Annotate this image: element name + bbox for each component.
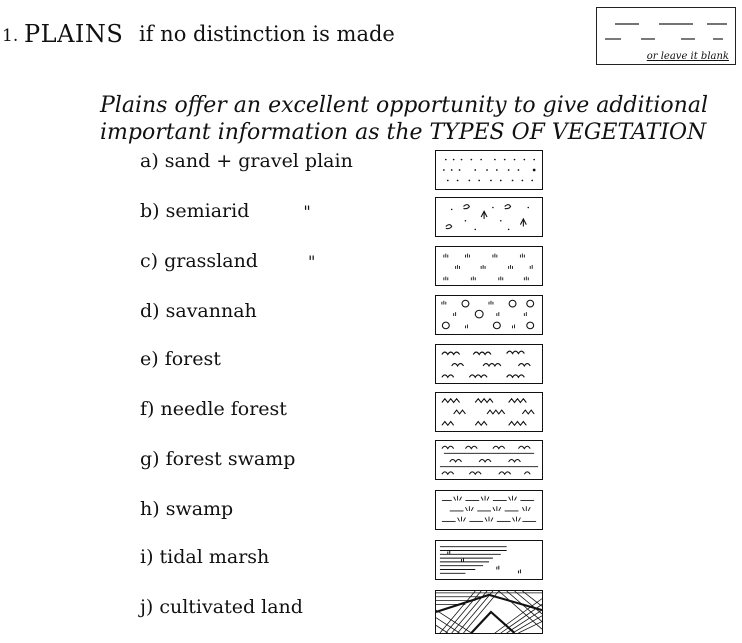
section-condition: if no distinction is made	[139, 22, 395, 46]
legend-label-needle-forest: f) needle forest	[140, 398, 287, 420]
ditto-mark: "	[307, 252, 316, 271]
blank-note: or leave it blank	[646, 51, 729, 62]
swatch-cultivated-land	[435, 590, 543, 634]
dashed-lines-symbol	[597, 8, 734, 48]
swatch-needle-forest	[435, 392, 543, 432]
ditto-mark: "	[303, 202, 311, 221]
swatch-forest	[435, 344, 543, 384]
intro-line-1: Plains offer an excellent opportunity to give additional	[100, 93, 708, 118]
section-title: PLAINS	[24, 20, 124, 48]
legend-label-grassland: c) grassland "	[140, 250, 316, 272]
swatch-savannah	[435, 295, 543, 335]
intro-text	[100, 92, 708, 146]
swatch-forest-swamp	[435, 440, 543, 480]
legend-label-forest: e) forest	[140, 348, 221, 370]
swatch-grassland	[435, 246, 543, 286]
legend-label-cultivated-land: j) cultivated land	[140, 596, 303, 618]
legend-label-semiarid: b) semiarid "	[140, 200, 311, 222]
swatch-semiarid	[435, 197, 543, 237]
swatch-tidal-marsh	[435, 540, 543, 580]
legend-label-forest-swamp: g) forest swamp	[140, 448, 296, 470]
legend-label-sand-gravel: a) sand + gravel plain	[140, 150, 353, 172]
legend-label-savannah: d) savannah	[140, 300, 257, 322]
legend-label-tidal-marsh: i) tidal marsh	[140, 546, 270, 568]
legend-label-swamp: h) swamp	[140, 498, 234, 520]
swatch-swamp	[435, 490, 543, 530]
intro-line-2: important information as the TYPES OF VEGETATION	[100, 120, 707, 145]
swatch-sand-gravel	[435, 150, 543, 190]
blank-legend-box	[596, 7, 736, 65]
section-number: 1.	[2, 26, 19, 46]
